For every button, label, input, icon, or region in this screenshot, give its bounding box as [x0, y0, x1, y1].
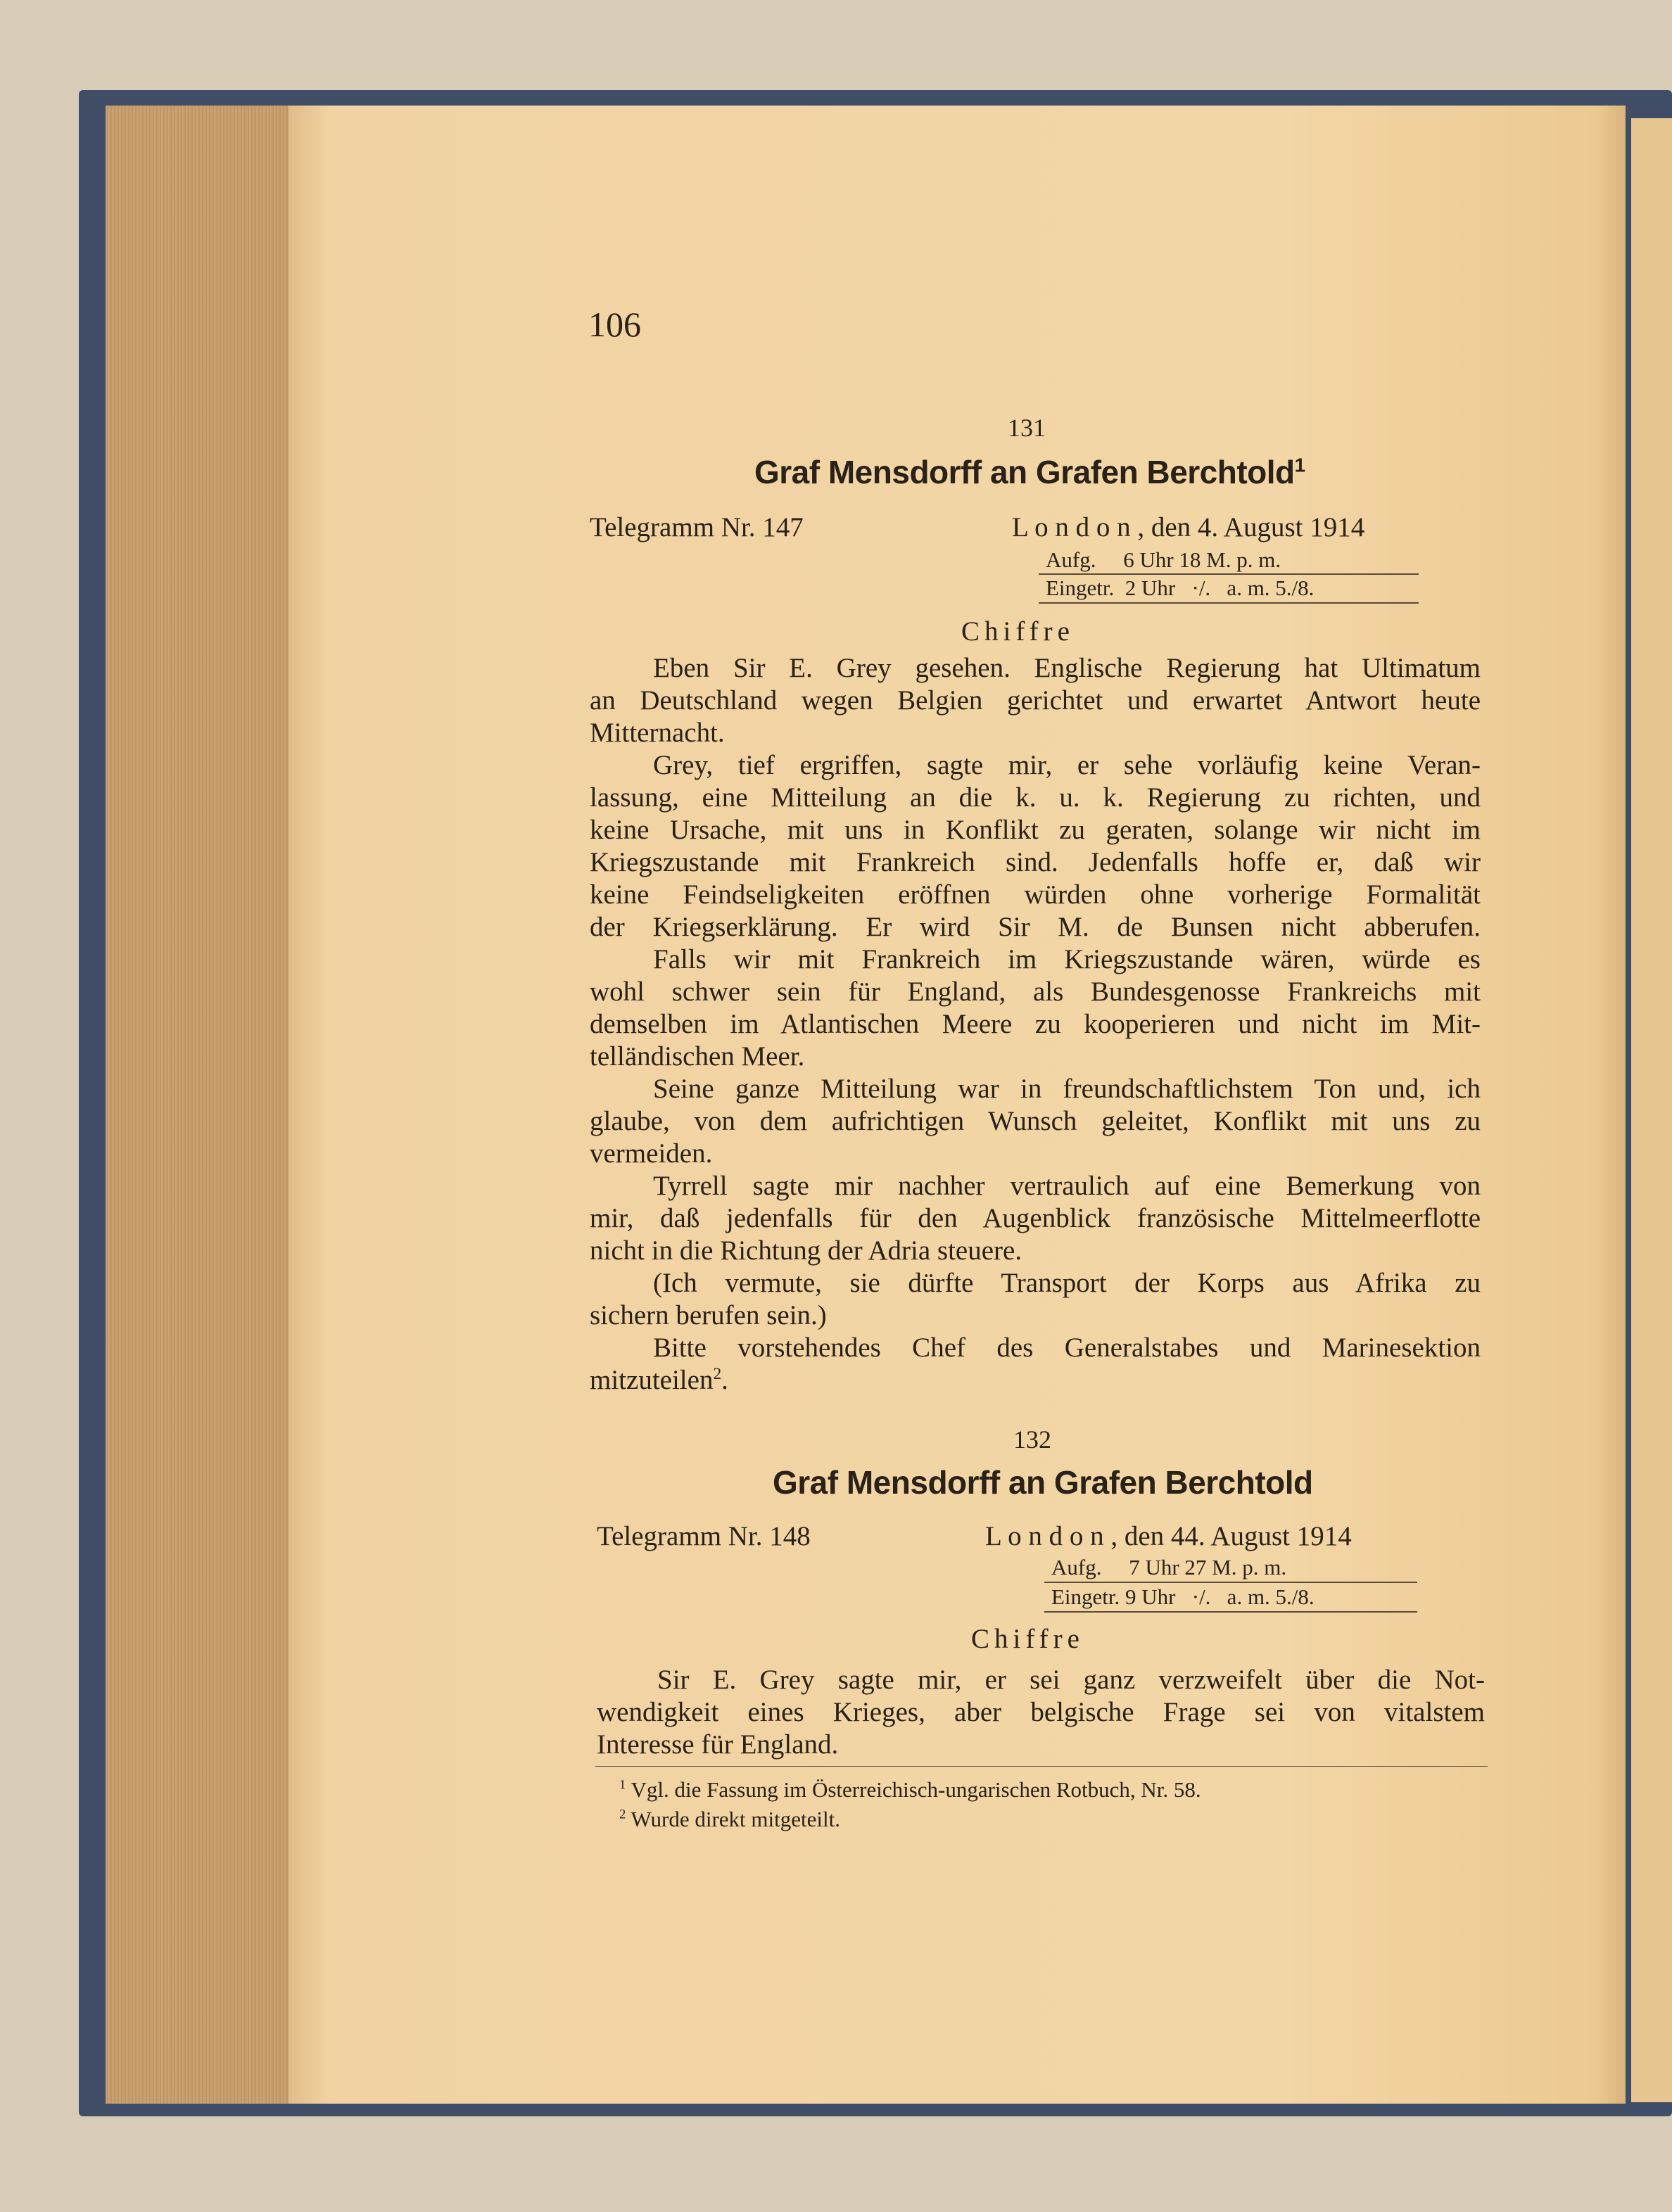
- book-page: [289, 106, 1626, 2104]
- facing-page-edge: [1631, 118, 1672, 2102]
- footnote-2: $^2$ Wurde direkt mitgeteilt.: [619, 1807, 840, 1831]
- text-line: Grey, tief ergriffen, sagte mir, er sehe vorläufig keine Veran-: [653, 750, 1481, 780]
- page-number: 106: [588, 305, 641, 344]
- doc-131-number: 131: [1008, 414, 1046, 442]
- doc-131-received: Eingetr. 2 Uhr ·/. a. m. 5./8.: [1046, 576, 1315, 600]
- text-line: Mitternacht.: [590, 718, 725, 748]
- doc-131-footnote-mark: 2: [713, 1365, 722, 1383]
- text-line: Eben Sir E. Grey gesehen. Englische Regierung hat Ultimatum: [653, 653, 1481, 683]
- footnote-1: $^1$ Vgl. die Fassung im Österreichisch-ungarischen Rotbuch, Nr. 58.: [619, 1777, 1201, 1802]
- text-line: vermeiden.: [590, 1138, 713, 1169]
- doc-132-title: Graf Mensdorff an Grafen Berchtold: [773, 1464, 1313, 1501]
- text-line: keine Ursache, mit uns in Konflikt zu geraten, solange wir nicht im: [590, 815, 1481, 845]
- text-line: demselben im Atlantischen Meere zu kooperieren und nicht im Mit-: [590, 1009, 1481, 1039]
- doc-132-place-date: L o n d o n , den 44. August 1914: [985, 1521, 1352, 1551]
- text-line: lassung, eine Mitteilung an die k. u. k. Regierung zu richten, und: [590, 782, 1481, 813]
- doc-131-place-date: L o n d o n , den 4. August 1914: [1012, 512, 1365, 542]
- text-line: mitzuteilen$^2$.: [590, 1365, 728, 1395]
- doc-132-received: Eingetr. 9 Uhr ·/. a. m. 5./8.: [1051, 1584, 1315, 1609]
- doc-132-number: 132: [1013, 1425, 1051, 1454]
- text-line: Kriegszustande mit Frankreich sind. Jedenfalls hoffe er, daß wir: [590, 847, 1481, 877]
- text-line: der Kriegserklärung. Er wird Sir M. de Bunsen nicht abberufen.: [590, 912, 1481, 942]
- doc-132-rule-1: [1044, 1582, 1417, 1583]
- text-line: Seine ganze Mitteilung war in freundschaftlichstem Ton und, ich: [653, 1074, 1481, 1104]
- doc-132-dispatched: Aufg. 7 Uhr 27 M. p. m.: [1051, 1555, 1287, 1579]
- doc-131-dispatched: Aufg. 6 Uhr 18 M. p. m.: [1046, 547, 1281, 572]
- text-line: an Deutschland wegen Belgien gerichtet und erwartet Antwort heute: [590, 685, 1481, 716]
- doc-131-rule-2: [1039, 602, 1419, 604]
- doc-131-telegram-number: Telegramm Nr. 147: [590, 512, 804, 542]
- page-edges: [106, 106, 296, 2104]
- text-line: Falls wir mit Frankreich im Kriegszustande wären, würde es: [653, 944, 1481, 974]
- text-line: wendigkeit eines Krieges, aber belgische Frage sei von vitalstem: [597, 1697, 1485, 1727]
- text-line: Sir E. Grey sagte mir, er sei ganz verzweifelt über die Not-: [657, 1665, 1485, 1695]
- text-line: Tyrrell sagte mir nachher vertraulich auf eine Bemerkung von: [653, 1171, 1481, 1201]
- doc-131-rule-1: [1039, 573, 1419, 575]
- text-line: sichern berufen sein.): [590, 1300, 827, 1330]
- doc-131-title-footnote-mark: 1: [1294, 454, 1305, 476]
- text-line: wohl schwer sein für England, als Bundesgenosse Frankreichs mit: [590, 977, 1481, 1007]
- text-line: nicht in die Richtung der Adria steuere.: [590, 1235, 1022, 1266]
- doc-132-telegram-number: Telegramm Nr. 148: [597, 1521, 811, 1551]
- text-line: (Ich vermute, sie dürfte Transport der Korps aus Afrika zu: [653, 1268, 1481, 1298]
- text-line: keine Feindseligkeiten eröffnen würden ohne vorherige Formalität: [590, 879, 1481, 910]
- text-line: glaube, von dem aufrichtigen Wunsch geleitet, Konflikt mit uns zu: [590, 1106, 1481, 1136]
- doc-131-title: Graf Mensdorff an Grafen Berchtold$^1$: [754, 454, 1305, 490]
- doc-132-cipher: Chiffre: [971, 1624, 1084, 1654]
- doc-132-rule-2: [1044, 1611, 1417, 1613]
- footnote-rule: [595, 1766, 1488, 1767]
- text-line: Interesse für England.: [597, 1729, 839, 1760]
- text-line: Bitte vorstehendes Chef des Generalstabes und Marinesektion: [653, 1333, 1481, 1363]
- text-line: telländischen Meer.: [590, 1041, 805, 1072]
- text-line: mir, daß jedenfalls für den Augenblick französische Mittelmeerflotte: [590, 1203, 1481, 1233]
- doc-131-cipher: Chiffre: [961, 616, 1075, 647]
